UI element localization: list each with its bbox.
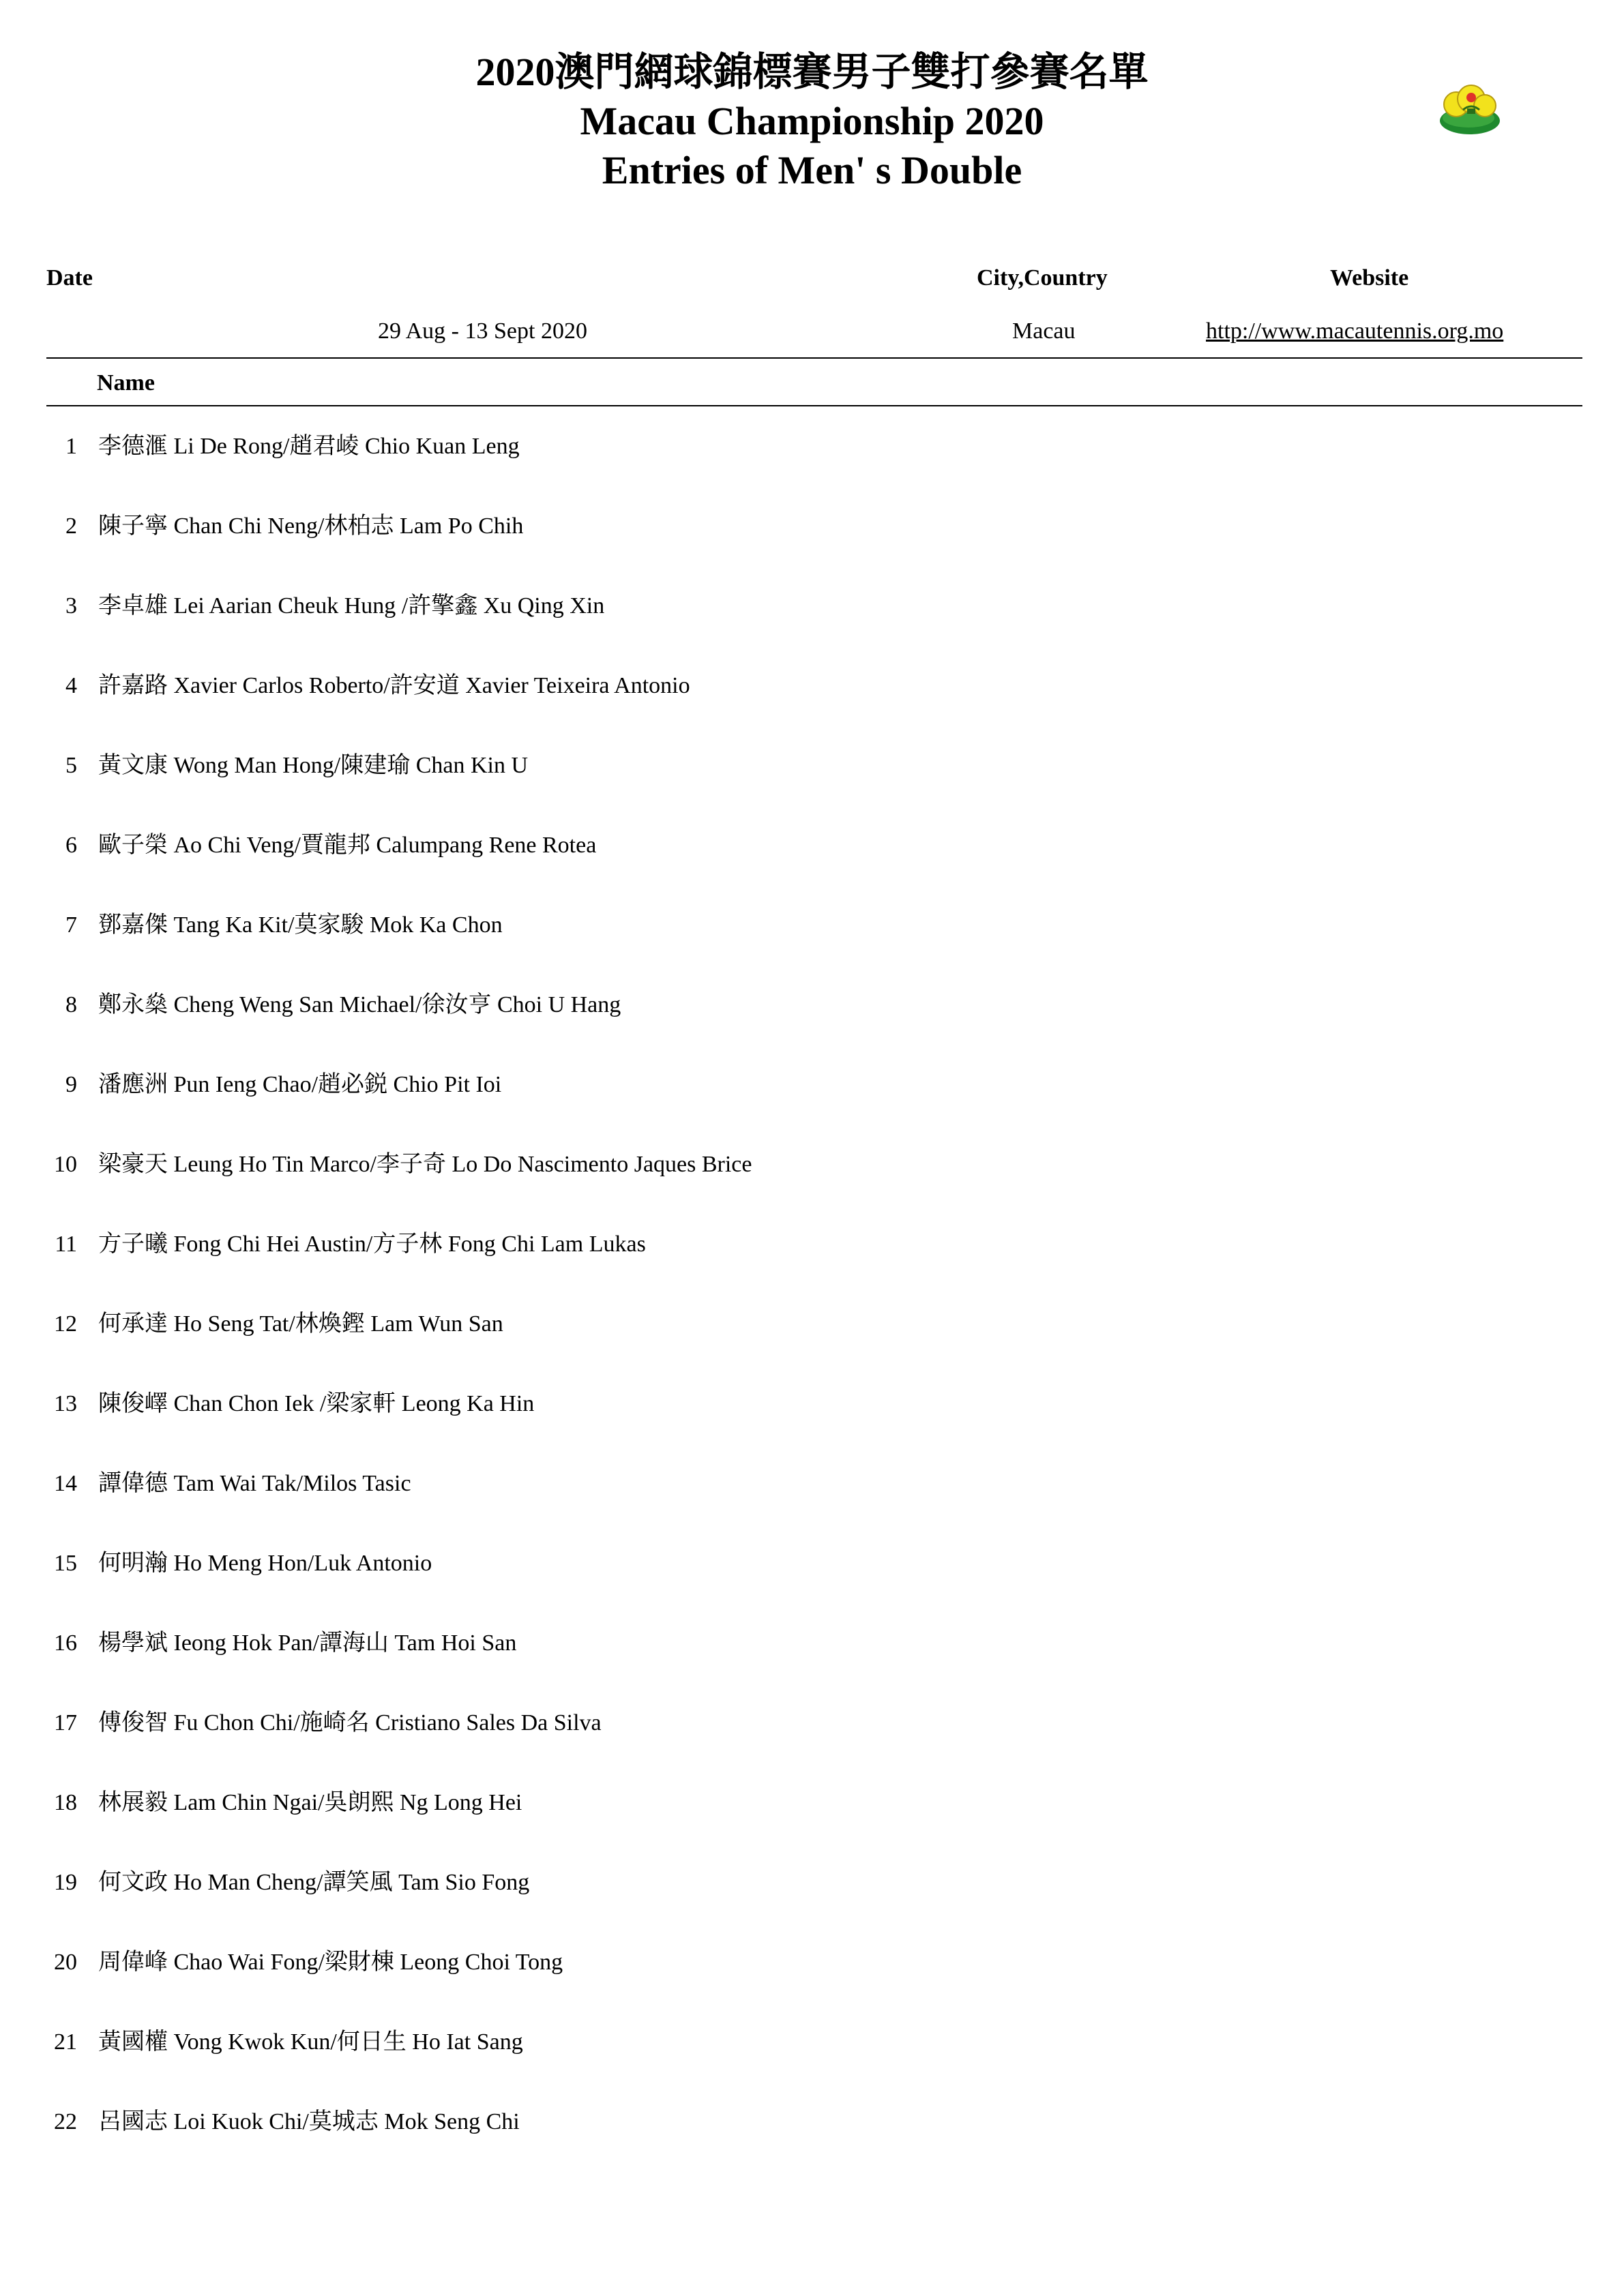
list-item [0,1311,1624,1390]
entry-names: 鄧嘉傑 Tang Ka Kit/莫家駿 Mok Ka Chon [98,912,503,938]
entry-number: 1 [65,434,77,459]
entry-number: 10 [54,1152,77,1177]
entry-names: 歐子榮 Ao Chi Veng/賈龍邦 Calumpang Rene Rotea [98,833,597,858]
list-item [0,1390,1624,1470]
entries-list [0,433,1624,2188]
website-link[interactable]: http://www.macautennis.org.mo [1206,318,1504,344]
list-item [0,433,1624,513]
list-item [0,672,1624,752]
entry-number: 11 [55,1232,77,1257]
entry-number: 5 [65,753,77,778]
title-chinese: 2020澳門網球錦標賽男子雙打參賽名單 [475,50,1149,94]
website-label: Website [1330,265,1409,290]
entry-number: 6 [65,833,77,858]
entry-names: 陳俊嶧 Chan Chon Iek /梁家軒 Leong Ka Hin [98,1391,535,1416]
list-item [0,1550,1624,1630]
entry-names: 潘應洲 Pun Ieng Chao/趙必鋭 Chio Pit Ioi [98,1072,502,1097]
list-item [0,1630,1624,1710]
entry-names: 黃文康 Wong Man Hong/陳建瑜 Chan Kin U [98,753,529,778]
entry-number: 2 [65,513,77,539]
list-item [0,513,1624,593]
entry-names: 林展毅 Lam Chin Ngai/吳朗熙 Ng Long Hei [98,1790,522,1815]
entry-names: 鄭永燊 Cheng Weng San Michael/徐汝亨 Choi U Hang [98,992,621,1017]
date-value: 29 Aug - 13 Sept 2020 [378,318,587,344]
header-divider-bottom [46,405,1582,406]
name-column-header: Name [97,370,155,396]
tennis-association-logo-icon [1436,78,1504,140]
list-item [0,992,1624,1071]
entry-number: 8 [65,992,77,1017]
entry-names: 李德滙 Li De Rong/趙君崚 Chio Kuan Leng [98,434,520,459]
list-item [0,1710,1624,1789]
list-item [0,593,1624,672]
entry-number: 22 [54,2109,77,2134]
entry-number: 3 [65,593,77,618]
entry-names: 楊學斌 Ieong Hok Pan/譚海山 Tam Hoi San [98,1630,517,1656]
city-value: Macau [1012,318,1076,344]
entry-number: 20 [54,1950,77,1975]
city-country-label: City,Country [977,265,1108,290]
entry-number: 12 [54,1311,77,1337]
list-item [0,1071,1624,1151]
entry-number: 18 [54,1790,77,1815]
list-item [0,1470,1624,1550]
date-label: Date [46,265,93,290]
entry-number: 17 [54,1710,77,1735]
list-item [0,1869,1624,1949]
list-item [0,1151,1624,1231]
entry-names: 傅俊智 Fu Chon Chi/施崎名 Cristiano Sales Da Silva [98,1710,602,1735]
entry-number: 13 [54,1391,77,1416]
entry-names: 陳子寧 Chan Chi Neng/林柏志 Lam Po Chih [98,513,524,539]
list-item [0,2108,1624,2188]
entry-names: 何承達 Ho Seng Tat/林煥鏗 Lam Wun San [98,1311,503,1337]
list-item [0,752,1624,832]
entry-number: 4 [65,673,77,698]
list-item [0,2029,1624,2108]
entry-names: 何文政 Ho Man Cheng/譚笑風 Tam Sio Fong [98,1870,530,1895]
entry-names: 譚偉德 Tam Wai Tak/Milos Tasic [98,1471,411,1496]
list-item [0,1231,1624,1311]
entry-names: 黃國權 Vong Kwok Kun/何日生 Ho Iat Sang [98,2029,523,2055]
entry-number: 15 [54,1551,77,1576]
entry-number: 19 [54,1870,77,1895]
entry-number: 21 [54,2029,77,2055]
entry-names: 何明瀚 Ho Meng Hon/Luk Antonio [98,1551,432,1576]
entry-names: 許嘉路 Xavier Carlos Roberto/許安道 Xavier Teixeira Antonio [98,673,690,698]
title-english: Macau Championship 2020 [580,99,1044,143]
list-item [0,912,1624,992]
title-entries: Entries of Men' s Double [602,148,1022,192]
document-title-block [0,48,1624,195]
entry-names: 方子曦 Fong Chi Hei Austin/方子林 Fong Chi Lam Lukas [98,1232,646,1257]
entry-number: 7 [65,912,77,938]
list-item [0,1949,1624,2029]
entry-number: 16 [54,1630,77,1656]
entry-number: 9 [65,1072,77,1097]
entry-names: 梁豪天 Leung Ho Tin Marco/李子奇 Lo Do Nascimento Jaques Brice [98,1152,752,1177]
entry-names: 呂國志 Loi Kuok Chi/莫城志 Mok Seng Chi [98,2109,520,2134]
entry-number: 14 [54,1471,77,1496]
header-divider-top [46,357,1582,359]
entry-names: 周偉峰 Chao Wai Fong/梁財棟 Leong Choi Tong [98,1950,563,1975]
entry-names: 李卓雄 Lei Aarian Cheuk Hung /許擎鑫 Xu Qing Xin [98,593,605,618]
list-item [0,1789,1624,1869]
list-item [0,832,1624,912]
